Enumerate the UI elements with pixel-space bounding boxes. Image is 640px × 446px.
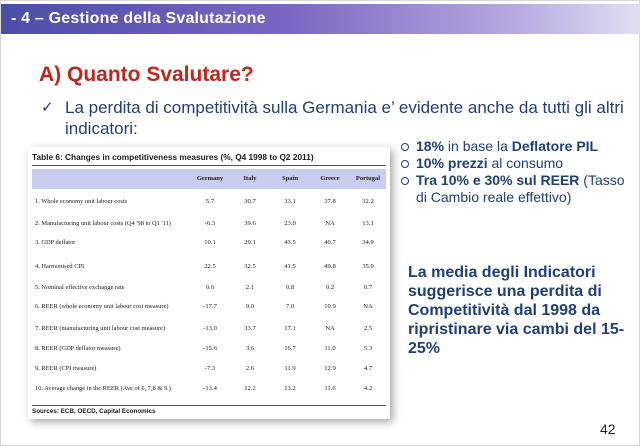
ring-bullet-icon (401, 160, 409, 168)
table-cell: 13.2 (284, 385, 296, 392)
table-cell: 5.7 (205, 198, 215, 205)
table-cell: 10.1 (204, 239, 216, 246)
table-cell: 32.5 (244, 263, 256, 270)
reer-value: Tra 10% e 30% sul REER (416, 172, 580, 188)
table-cell: 29.1 (244, 239, 256, 246)
column-header: Spain (282, 175, 298, 182)
main-bullet (41, 97, 631, 139)
table-cell: 22.5 (204, 263, 216, 270)
prices-rest: al consumo (487, 155, 564, 171)
table-cell: 17.1 (284, 325, 296, 332)
deflator-value: 18% (416, 138, 445, 154)
table-cell: 12.9 (324, 365, 336, 372)
table-divider (32, 165, 386, 166)
ring-bullet-icon (401, 177, 409, 185)
table-cell: 40.7 (324, 239, 336, 246)
table-cell: NA (363, 303, 373, 310)
check-mark-icon: ✓ (41, 99, 54, 116)
table-header-row (32, 169, 386, 189)
row-label: 10. Average change in the REER (Ave of 6, 7,8 & 9.) (35, 385, 171, 392)
table-cell: 33.1 (284, 198, 296, 205)
row-label: 8. REER (GDP deflator measure) (35, 345, 121, 352)
table-cell: 4.2 (363, 385, 373, 392)
table-divider (32, 405, 386, 406)
column-header: Greece (320, 175, 340, 182)
table-cell: 7.0 (285, 303, 295, 310)
table-cell: 23.0 (284, 220, 296, 227)
prices-value: 10% prezzi (416, 155, 488, 171)
deflator-connector: in base la (444, 138, 512, 154)
table-cell: 13.1 (362, 220, 374, 227)
side-bullet-reer (401, 172, 631, 206)
table-cell: -7.3 (204, 365, 216, 372)
column-header: Italy (243, 175, 257, 182)
table-cell: -6.3 (204, 220, 216, 227)
row-label: 5. Nominal effective exchange rate (35, 284, 125, 291)
table-source: Sources: ECB, OECD, Capital Economics (32, 408, 156, 415)
section-title: A) Quanto Svalutare? (39, 63, 254, 86)
table-cell: 0.8 (285, 284, 295, 291)
table-cell: 0.7 (363, 284, 373, 291)
column-header: Portugal (355, 175, 381, 182)
table-cell: -13.0 (203, 325, 217, 332)
side-bullet-list (401, 138, 631, 206)
table-cell: 11.9 (284, 365, 296, 372)
table-cell: 2.6 (245, 365, 255, 372)
row-label: 2. Manufacturing unit labour costs (Q4 '98 to Q1 '11) (35, 220, 171, 227)
table-cell: 2.1 (245, 284, 255, 291)
table-cell: 49.8 (324, 263, 336, 270)
deflator-name: Deflatore PIL (511, 138, 599, 154)
table-cell: NA (325, 325, 335, 332)
table-cell: 11.6 (324, 385, 336, 392)
table-cell: -15.6 (203, 345, 217, 352)
main-bullet-text: La perdita di competitività sulla Germania e’ evidente anche da tutti gli altri indicatori: (65, 98, 624, 138)
table-cell: 39.6 (244, 220, 256, 227)
table-cell: 33.7 (244, 325, 256, 332)
table-cell: 4.7 (363, 365, 373, 372)
row-label: 1. Whole economy unit labour costs (35, 198, 128, 205)
competitiveness-table (28, 147, 390, 419)
table-cell: 34.9 (362, 239, 374, 246)
table-cell: 9.0 (245, 303, 255, 310)
conclusion-text: La media degli Indicatori suggerisce una perdita di Competitività dal 1998 da ripristinare via cambi del 15-25% (408, 264, 625, 357)
reer-rest: (Tasso di Cambio reale effettivo) (416, 172, 625, 205)
table-cell: 10.9 (324, 303, 336, 310)
ring-bullet-icon (401, 143, 409, 151)
table-cell: 37.8 (324, 198, 336, 205)
row-label: 4. Harmonised CPI (35, 263, 85, 270)
row-label: 3. GDP deflator (35, 239, 76, 246)
table-cell: 41.5 (284, 263, 296, 270)
header-bar (1, 4, 640, 34)
side-bullet-prices (401, 155, 631, 172)
row-label: 6. REER (whole economy unit labour cost measure) (35, 303, 169, 310)
table-cell: NA (325, 220, 335, 227)
table-cell: 0.6 (205, 284, 215, 291)
column-header: Germany (196, 175, 224, 182)
table-caption: Table 6: Changes in competitiveness measures (%, Q4 1998 to Q2 2011) (32, 152, 314, 162)
header-title: - 4 – Gestione della Svalutazione (11, 10, 266, 27)
table-cell: 12.2 (244, 385, 256, 392)
page-number: 42 (600, 421, 616, 437)
table-cell: 11.0 (324, 345, 336, 352)
table-cell: 43.5 (284, 239, 296, 246)
row-label: 7. REER (manufacturing unit labour cost measure) (35, 325, 166, 332)
table-cell: 16.7 (284, 345, 296, 352)
table-cell: 32.2 (362, 198, 374, 205)
table-cell: -17.7 (203, 303, 217, 310)
table-cell: 35.9 (362, 263, 374, 270)
table-cell: 3.6 (245, 345, 255, 352)
side-bullet-deflator (401, 138, 631, 155)
table-cell: 30.7 (244, 198, 256, 205)
table-cell: 0.2 (325, 284, 335, 291)
table-cell: -13.4 (203, 385, 217, 392)
table-cell: 5.3 (363, 345, 373, 352)
table-cell: 2.5 (363, 325, 373, 332)
row-label: 9. REER (CPI measure) (35, 365, 97, 372)
